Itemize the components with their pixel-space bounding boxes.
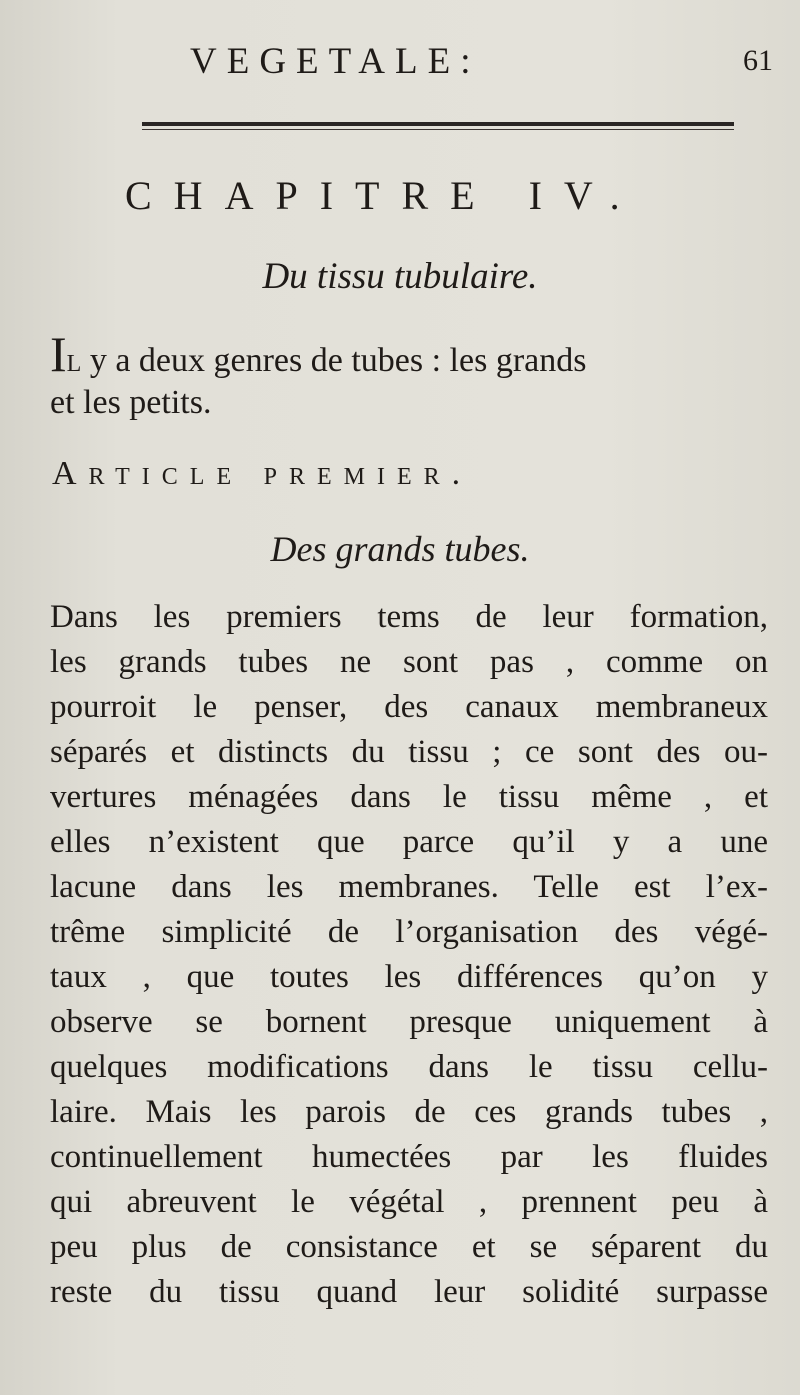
body-line: peu plus de consistance et se séparent du bbox=[50, 1229, 768, 1265]
body-line: Dans les premiers tems de leur formation, bbox=[50, 599, 768, 635]
article-heading: Article premier. bbox=[52, 455, 473, 492]
body-line: pourroit le penser, des canaux membraneux bbox=[50, 689, 768, 725]
running-head bbox=[0, 40, 800, 100]
body-line: quelques modifications dans le tissu cellu- bbox=[50, 1049, 768, 1085]
body-line: elles n’existent que parce qu’il y a une bbox=[50, 824, 768, 860]
chapter-subtitle: Du tissu tubulaire. bbox=[262, 256, 538, 297]
body-line: qui abreuvent le végétal , prennent peu à bbox=[50, 1184, 768, 1220]
section-title: Des grands tubes. bbox=[270, 529, 530, 569]
body-line: trême simplicité de l’organisation des végé- bbox=[50, 914, 768, 950]
body-line: laire. Mais les parois de ces grands tubes , bbox=[50, 1094, 768, 1130]
intro-paragraph-line-2: et les petits. bbox=[50, 384, 212, 421]
chapter-heading: CHAPITRE IV. bbox=[125, 173, 642, 218]
body-line: continuellement humectées par les fluides bbox=[50, 1139, 768, 1175]
running-title: VEGETALE: bbox=[190, 41, 481, 82]
body-line: lacune dans les membranes. Telle est l’ex- bbox=[50, 869, 768, 905]
header-rule-thick bbox=[142, 122, 734, 126]
body-line: observe se bornent presque uniquement à bbox=[50, 1004, 768, 1040]
intro-paragraph-line-1 bbox=[50, 326, 587, 382]
drop-cap: I bbox=[50, 326, 67, 382]
body-line: vertures ménagées dans le tissu même , et bbox=[50, 779, 768, 815]
page-number: 61 bbox=[743, 44, 773, 77]
body-paragraph bbox=[50, 595, 768, 1315]
drop-cap-continuation: l bbox=[66, 342, 82, 379]
header-rule-thin bbox=[142, 129, 734, 130]
body-line: séparés et distincts du tissu ; ce sont des ou- bbox=[50, 734, 768, 770]
body-line: les grands tubes ne sont pas , comme on bbox=[50, 644, 768, 680]
intro-line-1-text: y a deux genres de tubes : les grands bbox=[81, 342, 587, 379]
body-line: taux , que toutes les différences qu’on y bbox=[50, 959, 768, 995]
body-line: reste du tissu quand leur solidité surpasse bbox=[50, 1274, 768, 1310]
